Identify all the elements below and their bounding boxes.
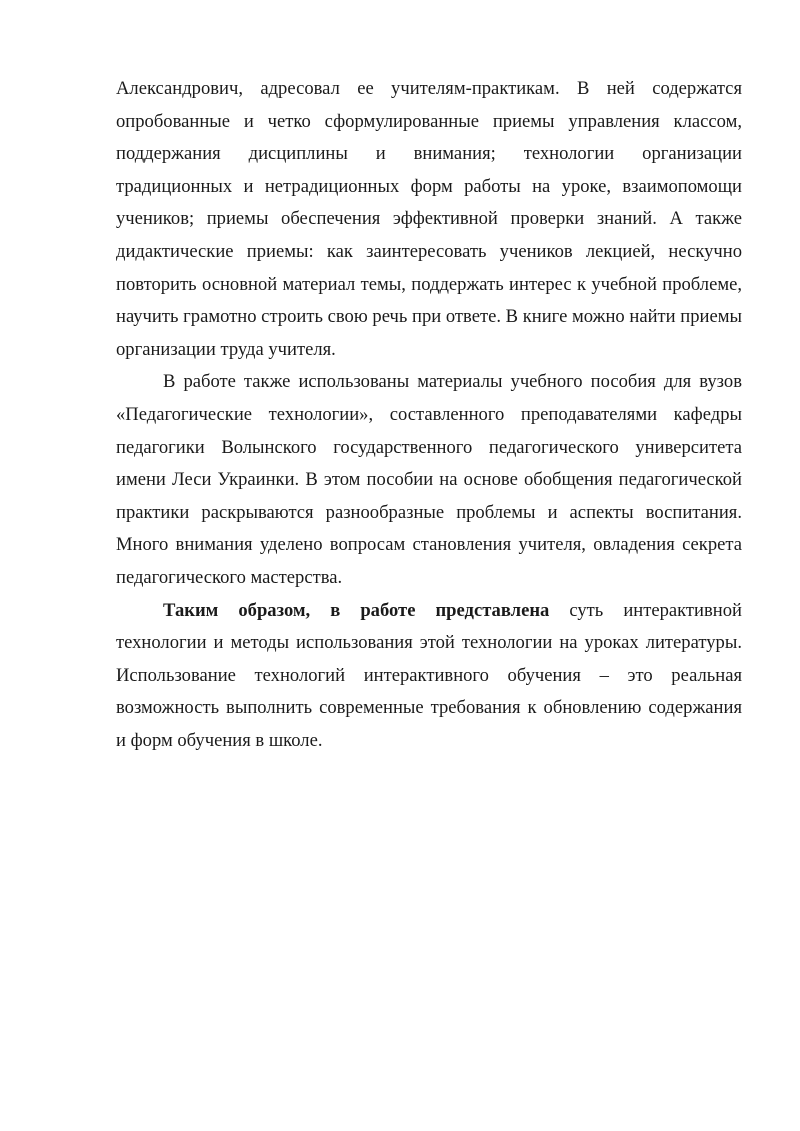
paragraph-3 [116,595,742,758]
paragraph-2 [116,366,742,594]
paragraph-3-bold-lead: Таким образом, в работе представлена [163,599,550,621]
paragraph-1 [116,73,742,366]
paragraph-2-text: В работе также использованы материалы учебного пособия для вузов «Педагогические технологии», составленного преподавателями кафедры педагогики Волынского государственного педагогического университета имени Леси Украинки. В этом пособии на основе обобщения педагогической практики раскрываются разнообразные проблемы и аспекты воспитания. Много внимания уделено вопросам становления учителя, овладения секрета педагогического мастерства. [116,371,742,588]
paragraph-3-text: суть интерактивной технологии и методы использования этой технологии на уроках литературы. Использование технологий интерактивного обучения – это реальная возможность выполнить современные требования к обновлению содержания и форм обучения в школе. [116,599,742,751]
document-body [116,73,742,757]
paragraph-1-text: Александрович, адресовал ее учителям-практикам. В ней содержатся опробованные и четко сформулированные приемы управления классом, поддержания дисциплины и внимания; технологии организации традиционных и нетрадиционных форм работы на уроке, взаимопомощи учеников; приемы обеспечения эффективной проверки знаний. А также дидактические приемы: как заинтересовать учеников лекцией, нескучно повторить основной материал темы, поддержать интерес к учебной проблеме, научить грамотно строить свою речь при ответе. В книге можно найти приемы организации труда учителя. [116,78,742,360]
